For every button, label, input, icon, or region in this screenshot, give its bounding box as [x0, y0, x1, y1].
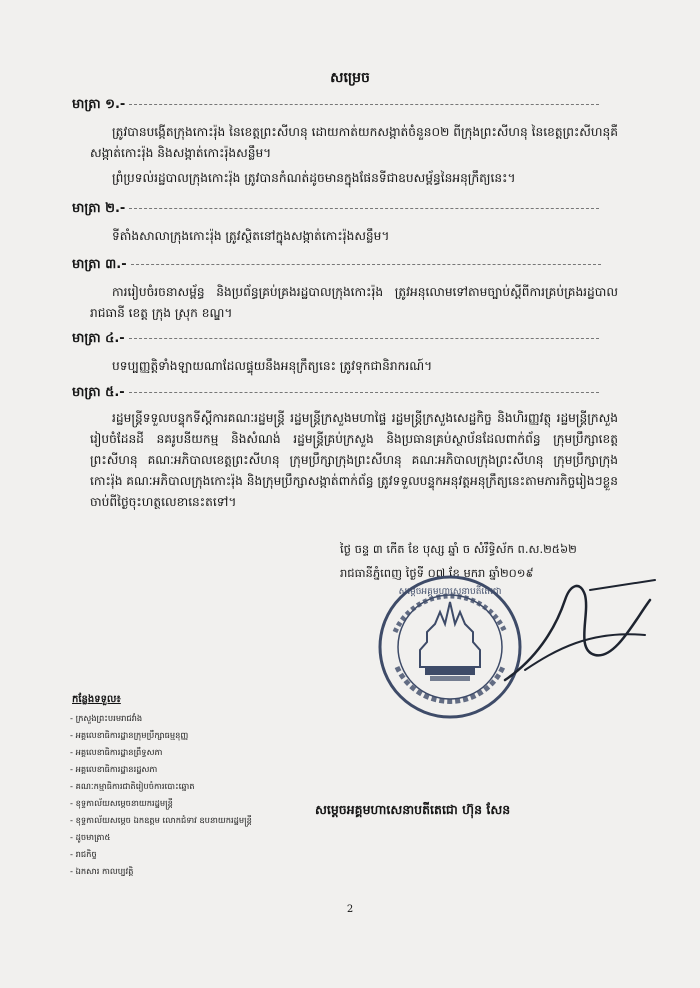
list-item: - អគ្គលេខាធិការដ្ឋានរដ្ឋសភា: [70, 761, 340, 778]
list-item: - គណៈកម្មាធិការជាតិរៀបចំការបោះឆ្នោត: [70, 778, 340, 795]
list-item: - ឯកសារ កាលប្បវត្តិ: [70, 863, 340, 880]
list-item: - ក្រសួងព្រះបរមរាជវាំង: [70, 710, 340, 727]
article-1-paragraph-1: ត្រូវបានបង្កើតក្រុងកោះរ៉ុង នៃខេត្តព្រះសីហនុ ដោយកាត់យកសង្កាត់ចំនួន០២ ពីក្រុងព្រះសីហនុ នៃខេត្តព្រះសីហនុគឺ សង្កាត់កោះរ៉ុង និងសង្កាត់កោះរ៉ុងសន្លឹម។: [90, 125, 618, 160]
signatory-name: សម្តេចអគ្គមហាសេនាបតីតេជោ ហ៊ុន សែន: [315, 802, 511, 817]
list-item: - ខុទ្ទកាល័យសម្តេច ឯកឧត្តម លោកជំទាវ ឧបនាយករដ្ឋមន្ត្រី: [70, 812, 340, 829]
list-item: - ខុទ្ទកាល័យសម្តេចនាយករដ្ឋមន្ត្រី: [70, 795, 340, 812]
list-item: - រាជកិច្ច: [70, 846, 340, 863]
article-3-paragraph: ការរៀបចំរចនាសម្ព័ន្ធ និងប្រព័ន្ធគ្រប់គ្រងរដ្ឋបាលក្រុងកោះរ៉ុង ត្រូវអនុលោមទៅតាមច្បាប់ស្តីពីការគ្រប់គ្រងរដ្ឋបាលរាជធានី ខេត្ត ក្រុង ស្រុក ខណ្ឌ។: [90, 285, 618, 320]
date-solar: រាជធានីភ្នំពេញ ថ្ងៃទី ០៧ ខែ មករា ឆ្នាំ២០១៩: [340, 566, 534, 580]
article-5-paragraph: រដ្ឋមន្ត្រីទទួលបន្ទុកទីស្តីការគណៈរដ្ឋមន្ត្រី រដ្ឋមន្ត្រីក្រសួងមហាផ្ទៃ រដ្ឋមន្ត្រីក្រសួងសេដ្ឋកិច្ច និងហិរញ្ញវត្ថុ រដ្ឋមន្ត្រីក្រសួងរៀបចំដែនដី នគរូបនីយកម្ម និងសំណង់ រដ្ឋមន្ត្រីគ្រប់ក្រសួង និងប្រធានគ្រប់ស្ថាប័នដែលពាក់ព័ន្ធ ក្រុមប្រឹក្សាខេត្តព្រះសីហនុ គណៈអភិបាលខេត្តព្រះសីហនុ ក្រុមប្រឹក្សាក្រុងព្រះសីហនុ គណៈអភិបាលក្រុងព្រះសីហនុ ក្រុមប្រឹក្សាក្រុងកោះរ៉ុង គណៈអភិបាលក្រុងកោះរ៉ុង និងក្រុមប្រឹក្សាសង្កាត់ពាក់ព័ន្ធ ត្រូវទទួលបន្ទុកអនុវត្តអនុក្រឹត្យនេះតាមភារកិច្ចរៀងៗខ្លួន ចាប់ពីថ្ងៃចុះហត្ថលេខានេះតទៅ។: [90, 411, 619, 509]
date-lunar: ថ្ងៃ ចន្ទ ៣ កើត ខែ បុស្ស ឆ្នាំ ច សំរឹទ្ធិស័ក ព.ស.២៥៦២: [340, 542, 577, 556]
article-2-heading: មាត្រា ២.-: [72, 200, 599, 219]
page-number: 2: [346, 904, 354, 915]
seal-text: សម្តេចអគ្គមហាសេនាបតីតេជោ: [398, 587, 502, 597]
handwritten-signature: [495, 560, 665, 700]
list-item: - អគ្គលេខាធិការដ្ឋានព្រឹទ្ធសភា: [70, 744, 340, 761]
article-2-paragraph: ទីតាំងសាលាក្រុងកោះរ៉ុង ត្រូវស្ថិតនៅក្នុងសង្កាត់កោះរ៉ុងសន្លឹម។: [112, 229, 390, 243]
article-4-paragraph: បទប្បញ្ញត្តិទាំងឡាយណាដែលផ្ទុយនឹងអនុក្រឹត្យនេះ ត្រូវទុកជានិរាករណ៍។: [112, 359, 433, 373]
article-3-heading: មាត្រា ៣.-: [72, 256, 601, 275]
list-item: - ដូចមាត្រា៥: [70, 829, 340, 846]
article-4-heading: មាត្រា ៤.-: [72, 330, 599, 349]
cc-list: [70, 710, 340, 880]
article-1-paragraph-2: ព្រំប្រទល់រដ្ឋបាលក្រុងកោះរ៉ុង ត្រូវបានកំណត់ដូចមានក្នុងផែនទីជាឧបសម្ព័ន្ធនៃអនុក្រឹត្យនេះ។: [112, 171, 516, 185]
article-1-heading: មាត្រា ១.-: [72, 96, 599, 115]
page-title: សម្រេច: [330, 70, 370, 86]
article-5-heading: មាត្រា ៥.-: [72, 384, 599, 403]
cc-heading: កន្លែងទទួល៖: [72, 694, 121, 705]
list-item: - អគ្គលេខាធិការដ្ឋានក្រុមប្រឹក្សាធម្មនុញ្ញ: [70, 727, 340, 744]
